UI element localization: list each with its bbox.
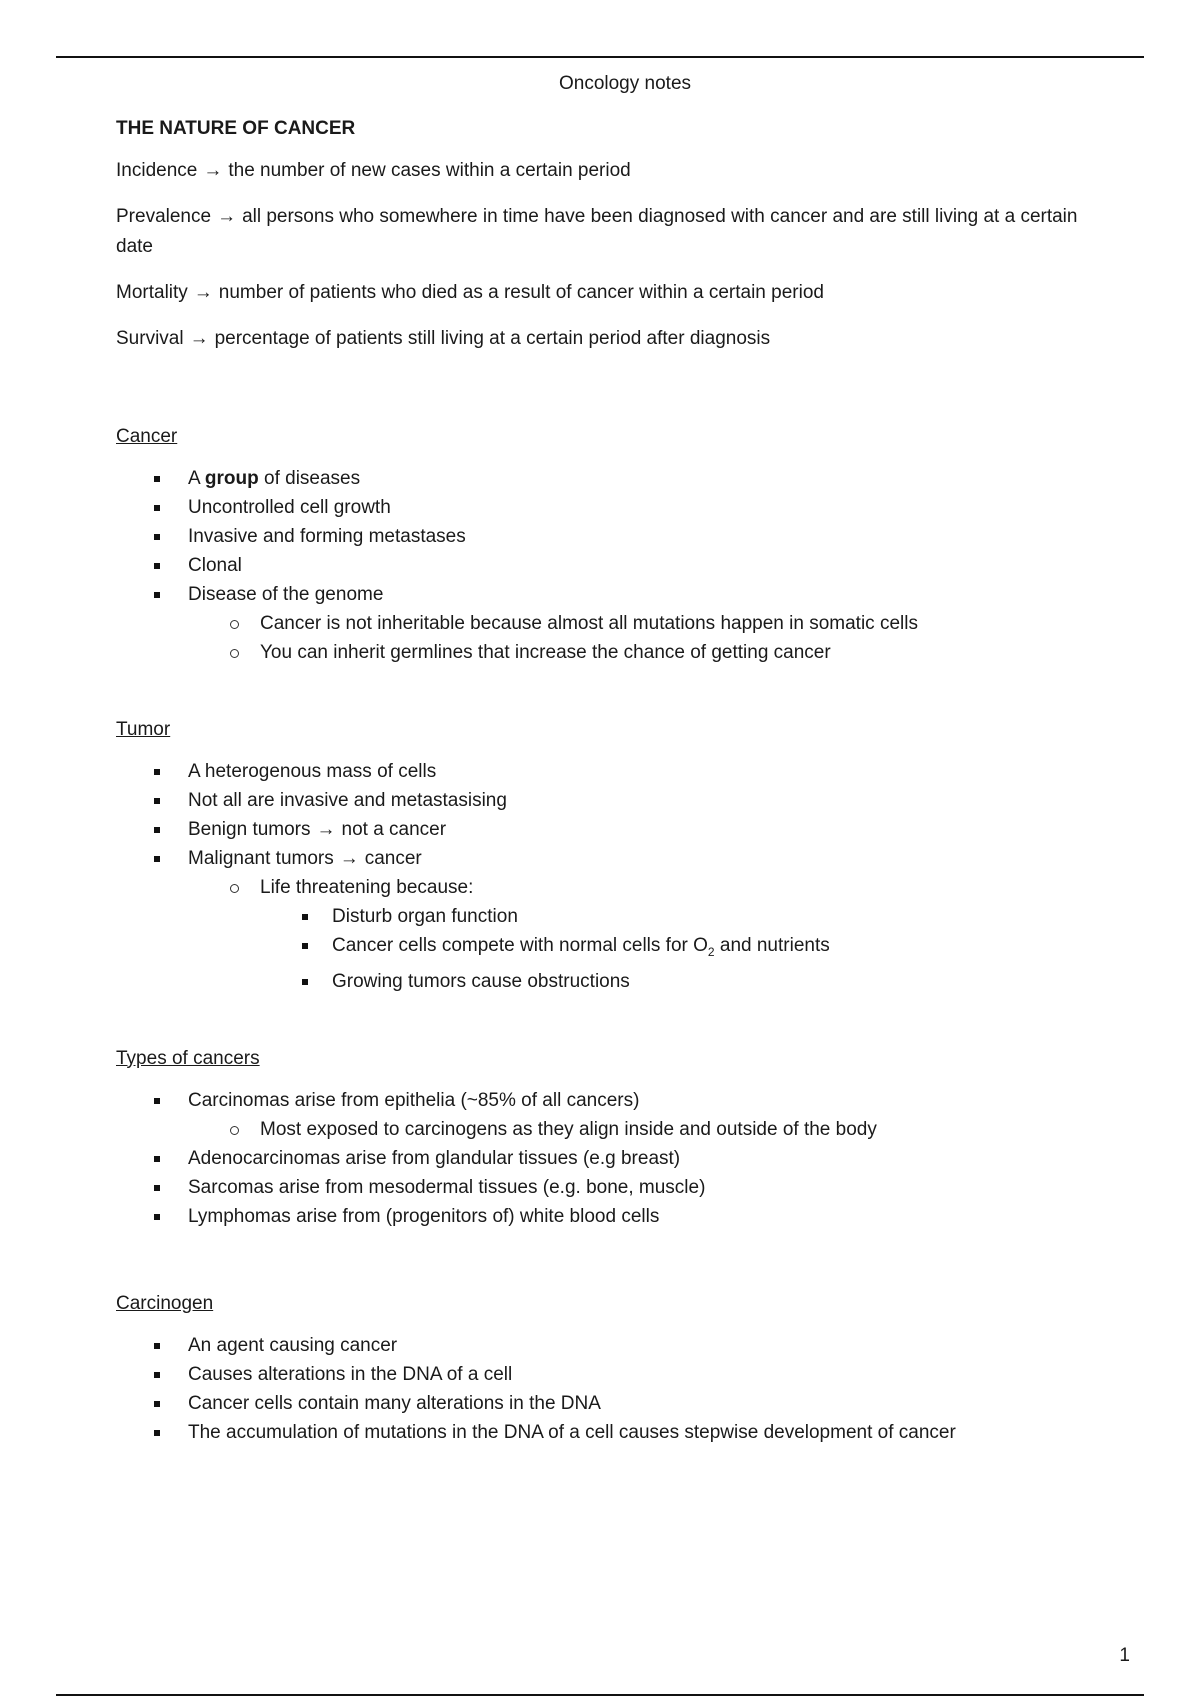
list-item-text: Malignant tumors bbox=[188, 848, 334, 869]
carcinogen-list bbox=[116, 1331, 1096, 1447]
types-list bbox=[116, 1086, 1096, 1231]
sub-list-item: Cancer is not inheritable because almost all mutations happen in somatic cells bbox=[260, 609, 1096, 638]
list-item bbox=[116, 1086, 1096, 1144]
top-rule bbox=[56, 56, 1144, 58]
arrow-icon: → bbox=[316, 819, 336, 840]
sub-sub-list-item bbox=[332, 931, 1096, 967]
definition-prevalence bbox=[116, 202, 1096, 262]
bold-text: group bbox=[204, 468, 259, 489]
sub-list-item bbox=[260, 873, 1096, 996]
list-item bbox=[116, 815, 1096, 844]
definition-mortality bbox=[116, 278, 1096, 308]
list-item: Clonal bbox=[116, 551, 1096, 580]
list-item: Lymphomas arise from (progenitors of) white blood cells bbox=[116, 1202, 1096, 1231]
list-item bbox=[116, 844, 1096, 996]
arrow-icon: → bbox=[217, 206, 237, 227]
definition-term: Mortality bbox=[116, 282, 188, 303]
list-item: Adenocarcinomas arise from glandular tissues (e.g breast) bbox=[116, 1144, 1096, 1173]
bottom-rule bbox=[56, 1694, 1144, 1696]
sub-list-item: You can inherit germlines that increase the chance of getting cancer bbox=[260, 638, 1096, 667]
list-item-text: cancer bbox=[364, 848, 422, 869]
sub-list bbox=[260, 609, 1096, 667]
tumor-title: Tumor bbox=[116, 719, 171, 740]
carcinogen-title: Carcinogen bbox=[116, 1292, 214, 1314]
sub-sub-list bbox=[260, 902, 1096, 996]
list-item: The accumulation of mutations in the DNA of a cell causes stepwise development of cancer bbox=[116, 1418, 1096, 1447]
page-number: 1 bbox=[1119, 1645, 1130, 1666]
list-item-text: A bbox=[188, 468, 205, 489]
sub-list bbox=[260, 873, 1096, 996]
list-item-text: Benign tumors bbox=[188, 819, 311, 840]
list-item-text: and nutrients bbox=[714, 935, 830, 956]
definition-survival bbox=[116, 324, 1096, 354]
subscript: 2 bbox=[707, 944, 715, 959]
cancer-title: Cancer bbox=[116, 426, 178, 447]
list-item: Causes alterations in the DNA of a cell bbox=[116, 1360, 1096, 1389]
definition-term: Incidence bbox=[116, 160, 198, 181]
list-item-text: Carcinomas arise from epithelia (~85% of all cancers) bbox=[188, 1089, 640, 1111]
definition-text: the number of new cases within a certain period bbox=[228, 160, 631, 181]
list-item: Invasive and forming metastases bbox=[116, 522, 1096, 551]
arrow-icon: → bbox=[203, 160, 223, 181]
arrow-icon: → bbox=[189, 328, 209, 349]
list-item: Uncontrolled cell growth bbox=[116, 493, 1096, 522]
list-item-text: of diseases bbox=[258, 468, 361, 489]
definition-term: Prevalence bbox=[116, 206, 212, 227]
list-item-text: Cancer cells compete with normal cells for O bbox=[332, 935, 708, 956]
definition-text: number of patients who died as a result of cancer within a certain period bbox=[218, 282, 824, 303]
arrow-icon: → bbox=[339, 848, 359, 869]
sub-sub-list-item: Growing tumors cause obstructions bbox=[332, 967, 1096, 996]
list-item: Not all are invasive and metastasising bbox=[116, 786, 1096, 815]
list-item-text: Disease of the genome bbox=[188, 584, 384, 605]
sub-list-item: Most exposed to carcinogens as they align inside and outside of the body bbox=[260, 1115, 1096, 1144]
tumor-list bbox=[116, 757, 1096, 996]
list-item: Sarcomas arise from mesodermal tissues (e.g. bone, muscle) bbox=[116, 1173, 1096, 1202]
definition-text: percentage of patients still living at a certain period after diagnosis bbox=[214, 328, 771, 349]
list-item-text: not a cancer bbox=[341, 819, 447, 840]
list-item: An agent causing cancer bbox=[116, 1331, 1096, 1360]
list-item: Cancer cells contain many alterations in the DNA bbox=[116, 1389, 1096, 1418]
types-title: Types of cancers bbox=[116, 1047, 260, 1069]
section-heading: THE NATURE OF CANCER bbox=[116, 118, 356, 139]
definition-text: all persons who somewhere in time have been diagnosed with cancer and are still living at a certain date bbox=[116, 206, 1078, 257]
page-title: Oncology notes bbox=[558, 73, 692, 94]
sub-sub-list-item: Disturb organ function bbox=[332, 902, 1096, 931]
sub-list bbox=[260, 1115, 1096, 1144]
arrow-icon: → bbox=[193, 282, 213, 303]
definition-incidence bbox=[116, 156, 1096, 186]
document-body bbox=[116, 118, 1096, 1447]
definition-term: Survival bbox=[116, 328, 184, 349]
cancer-list bbox=[116, 464, 1096, 667]
list-item bbox=[116, 580, 1096, 667]
list-item: A heterogenous mass of cells bbox=[116, 757, 1096, 786]
sub-list-item-text: Life threatening because: bbox=[260, 877, 474, 898]
list-item bbox=[116, 464, 1096, 493]
